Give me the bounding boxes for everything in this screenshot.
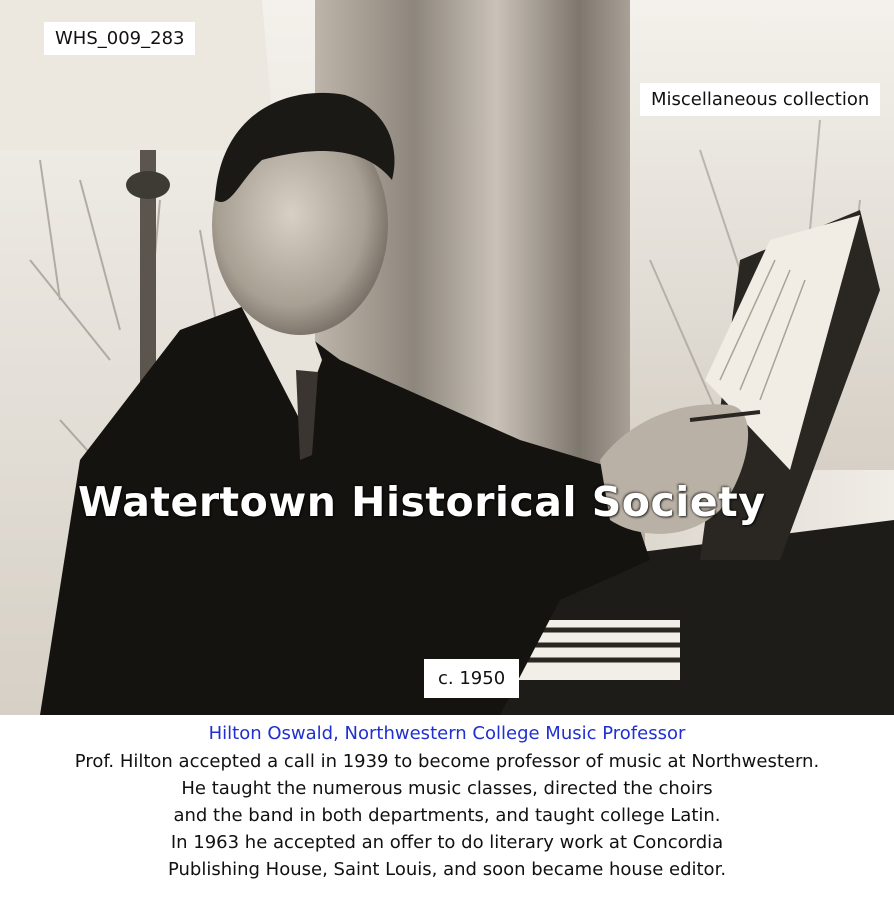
date-label: c. 1950	[424, 659, 519, 698]
caption-title: Hilton Oswald, Northwestern College Music Professor	[208, 723, 686, 744]
caption-line: Publishing House, Saint Louis, and soon became house editor.	[167, 859, 727, 880]
caption-line: and the band in both departments, and taught college Latin.	[173, 805, 721, 826]
photo-id-label: WHS_009_283	[44, 22, 195, 55]
watermark-text: Watertown Historical Society	[78, 478, 766, 526]
collection-label: Miscellaneous collection	[640, 83, 880, 116]
caption-line: Prof. Hilton accepted a call in 1939 to become professor of music at Northwestern.	[74, 751, 820, 772]
caption-line: In 1963 he accepted an offer to do literary work at Concordia	[170, 832, 724, 853]
caption-line: He taught the numerous music classes, directed the choirs	[181, 778, 713, 799]
caption-block	[0, 720, 894, 883]
